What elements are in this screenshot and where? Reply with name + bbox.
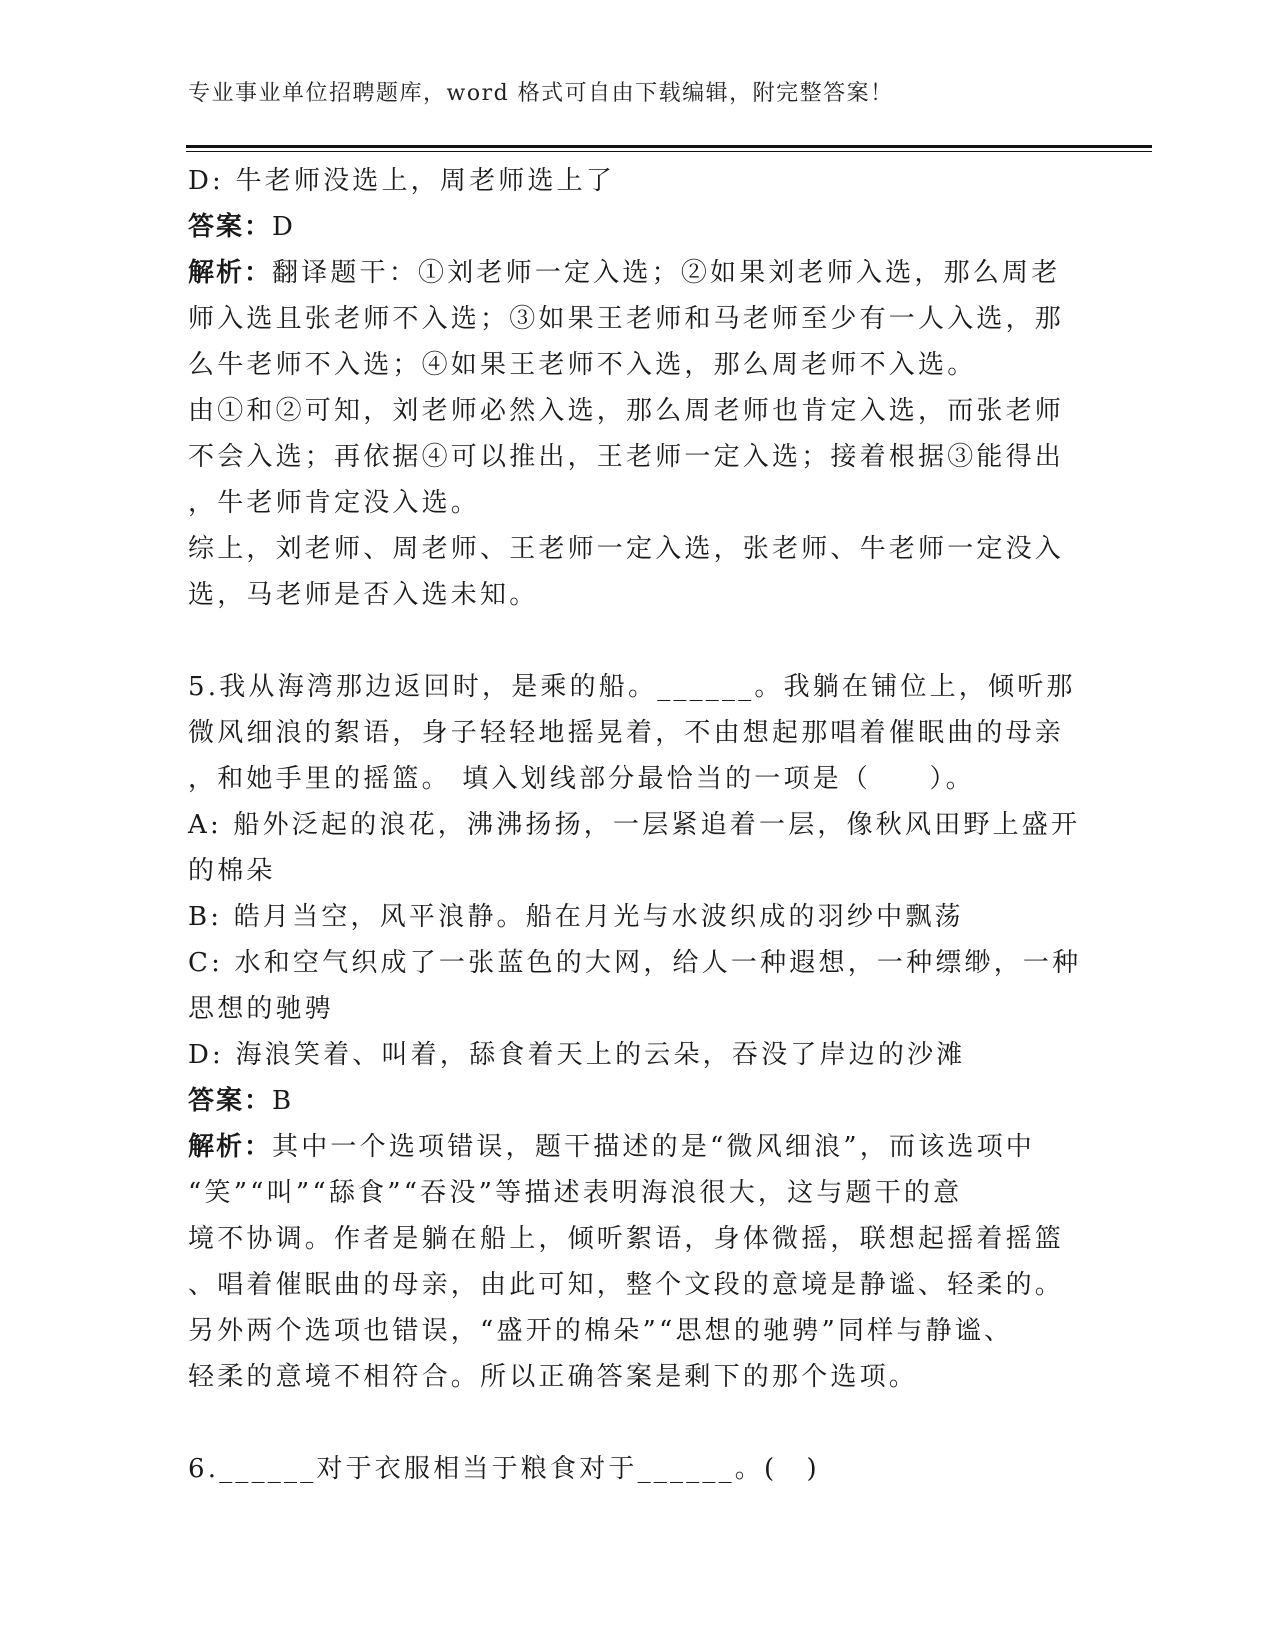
analysis-text: 其中一个选项错误，题干描述的是“微风细浪”，而该选项中	[272, 1132, 1036, 1162]
analysis-text: 综上，刘老师、周老师、王老师一定入选，张老师、牛老师一定没入	[188, 534, 1065, 564]
analysis-text: ，牛老师肯定没入选。	[188, 488, 481, 518]
q5-stem: 5.我从海湾那边返回时，是乘的船。______。我躺在铺位上，倾听那	[188, 672, 1076, 702]
analysis-text: 另外两个选项也错误，“盛开的棉朵”“思想的驰骋”同样与静谧、	[188, 1316, 1014, 1346]
q5-option-a: A: 船外泛起的浪花，沸沸扬扬，一层紧追着一层，像秋风田野上盛开	[188, 810, 1081, 840]
spacer	[188, 618, 1088, 664]
analysis-label: 解析：	[188, 1132, 273, 1162]
analysis-text: 翻译题干：①刘老师一定入选；②如果刘老师入选，那么周老	[272, 258, 1061, 288]
q6-stem: 6.______对于衣服相当于粮食对于______。( )	[188, 1454, 820, 1484]
q5-option-c: 思想的驰骋	[188, 994, 335, 1024]
document-body	[188, 158, 1088, 1492]
q5-answer-line	[188, 1078, 1088, 1124]
q5-option-c: C: 水和空气织成了一张蓝色的大网，给人一种遐想，一种缥缈，一种	[188, 948, 1082, 978]
q4-analysis-line	[188, 250, 1088, 296]
q5-stem: ，和她手里的摇篮。 填入划线部分最恰当的一项是（ ）。	[188, 764, 975, 794]
q4-answer-value: D	[272, 212, 297, 242]
q5-analysis-line	[188, 1124, 1088, 1170]
analysis-text: 么牛老师不入选；④如果王老师不入选，那么周老师不入选。	[188, 350, 977, 380]
analysis-text: 境不协调。作者是躺在船上，倾听絮语，身体微摇，联想起摇着摇篮	[188, 1224, 1065, 1254]
answer-label: 答案：	[188, 1086, 273, 1116]
q5-answer-value: B	[272, 1086, 295, 1116]
q4-answer-line	[188, 204, 1088, 250]
page-header: 专业事业单位招聘题库，word 格式可自由下载编辑，附完整答案！	[188, 81, 894, 106]
q5-stem: 微风细浪的絮语，身子轻轻地摇晃着，不由想起那唱着催眠曲的母亲	[188, 718, 1065, 748]
spacer	[188, 1400, 1088, 1446]
header-rule	[186, 145, 1152, 148]
q5-option-a: 的棉朵	[188, 856, 276, 886]
analysis-text: 选，马老师是否入选未知。	[188, 580, 539, 610]
analysis-text: “笑”“叫”“舔食”“吞没”等描述表明海浪很大，这与题干的意	[188, 1178, 963, 1208]
analysis-text: 轻柔的意境不相符合。所以正确答案是剩下的那个选项。	[188, 1362, 919, 1392]
analysis-text: 不会入选；再依据④可以推出，王老师一定入选；接着根据③能得出	[188, 442, 1065, 472]
analysis-label: 解析：	[188, 258, 273, 288]
answer-label: 答案：	[188, 212, 273, 242]
q4-option-d: D: 牛老师没选上，周老师选上了	[188, 166, 616, 196]
q5-option-d: D: 海浪笑着、叫着，舔食着天上的云朵，吞没了岸边的沙滩	[188, 1040, 966, 1070]
analysis-text: 、唱着催眠曲的母亲，由此可知，整个文段的意境是静谧、轻柔的。	[188, 1270, 1065, 1300]
header-rule-thin	[186, 151, 1152, 152]
q5-option-b: B: 皓月当空，风平浪静。船在月光与水波织成的羽纱中飘荡	[188, 902, 964, 932]
analysis-text: 师入选且张老师不入选；③如果王老师和马老师至少有一人入选，那	[188, 304, 1065, 334]
analysis-text: 由①和②可知，刘老师必然入选，那么周老师也肯定入选，而张老师	[188, 396, 1065, 426]
